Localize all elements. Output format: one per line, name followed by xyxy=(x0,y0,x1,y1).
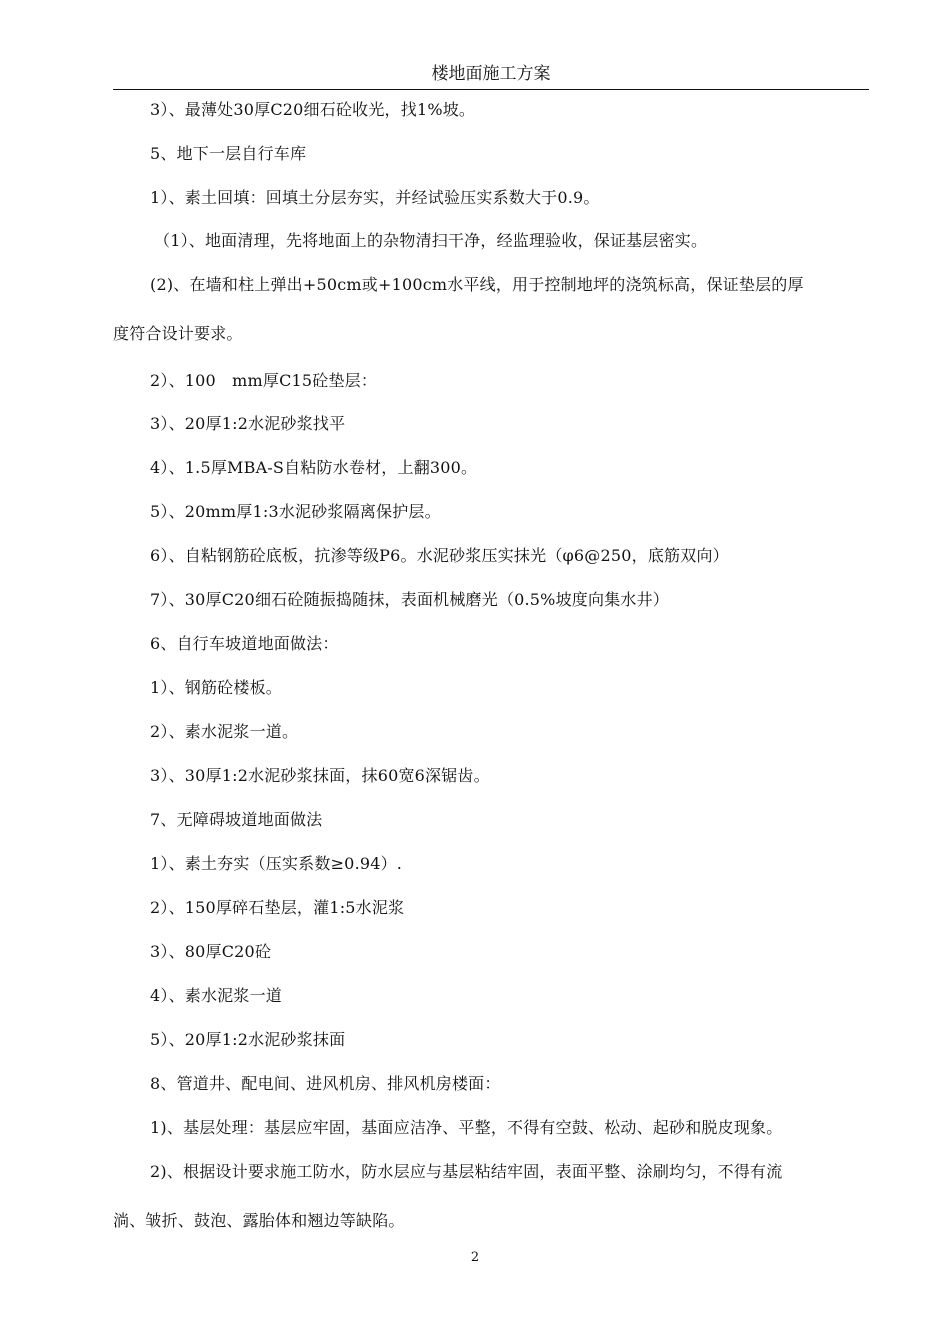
text-line: 2）、100 mm厚C15砼垫层： xyxy=(150,371,378,390)
text-line: 1)、基层处理：基层应牢固，基面应洁净、平整，不得有空鼓、松动、起砂和脱皮现象。 xyxy=(150,1118,783,1137)
text-line: 4）、素水泥浆一道 xyxy=(150,986,282,1005)
section-heading: 7、无障碍坡道地面做法 xyxy=(150,810,323,829)
section-heading: 5、地下一层自行车库 xyxy=(150,144,307,163)
text-line: 2）、150厚碎石垫层，灌1:5水泥浆 xyxy=(150,898,405,917)
section-heading: 8、管道井、配电间、进风机房、排风机房楼面： xyxy=(150,1074,501,1093)
text-line: （1）、地面清理，先将地面上的杂物清扫干净，经监理验收，保证基层密实。 xyxy=(154,231,708,250)
text-line: 3）、20厚1:2水泥砂浆找平 xyxy=(150,414,346,433)
text-line: 3）、30厚1:2水泥砂浆抹面，抹60宽6深锯齿。 xyxy=(150,766,490,785)
text-line: 度符合设计要求。 xyxy=(113,324,243,343)
text-line: 3）、最薄处30厚C20细石砼收光，找1%坡。 xyxy=(150,100,476,119)
text-line: 淌、皱折、鼓泡、露胎体和翘边等缺陷。 xyxy=(113,1211,405,1230)
text-line: 1）、钢筋砼楼板。 xyxy=(150,678,282,697)
text-line: (2)、在墙和柱上弹出+50cm或+100cm水平线，用于控制地坪的浇筑标高，保证垫层的厚 xyxy=(150,275,804,294)
text-line: 5）、20mm厚1:3水泥砂浆隔离保护层。 xyxy=(150,502,441,521)
section-heading: 6、自行车坡道地面做法： xyxy=(150,634,339,653)
text-line: 4）、1.5厚MBA-S自粘防水卷材，上翻300。 xyxy=(150,458,478,477)
page-number: 2 xyxy=(470,1250,480,1265)
text-line: 3）、80厚C20砼 xyxy=(150,942,272,961)
text-line: 2）、素水泥浆一道。 xyxy=(150,722,299,741)
text-line: 7）、30厚C20细石砼随振捣随抹，表面机械磨光（0.5%坡度向集水井） xyxy=(150,590,669,609)
text-line: 2)、根据设计要求施工防水，防水层应与基层粘结牢固，表面平整、涂刷均匀，不得有流 xyxy=(150,1162,783,1181)
text-line: 5）、20厚1:2水泥砂浆抹面 xyxy=(150,1030,346,1049)
text-line: 6）、自粘钢筋砼底板，抗渗等级P6。水泥砂浆压实抹光（φ6@250，底筋双向） xyxy=(150,546,729,565)
page-header-title: 楼地面施工方案 xyxy=(431,64,551,84)
text-line: 1）、素土夯实（压实系数≥0.94）. xyxy=(150,854,403,873)
text-line: 1）、素土回填：回填土分层夯实，并经试验压实系数大于0.9。 xyxy=(150,188,600,207)
